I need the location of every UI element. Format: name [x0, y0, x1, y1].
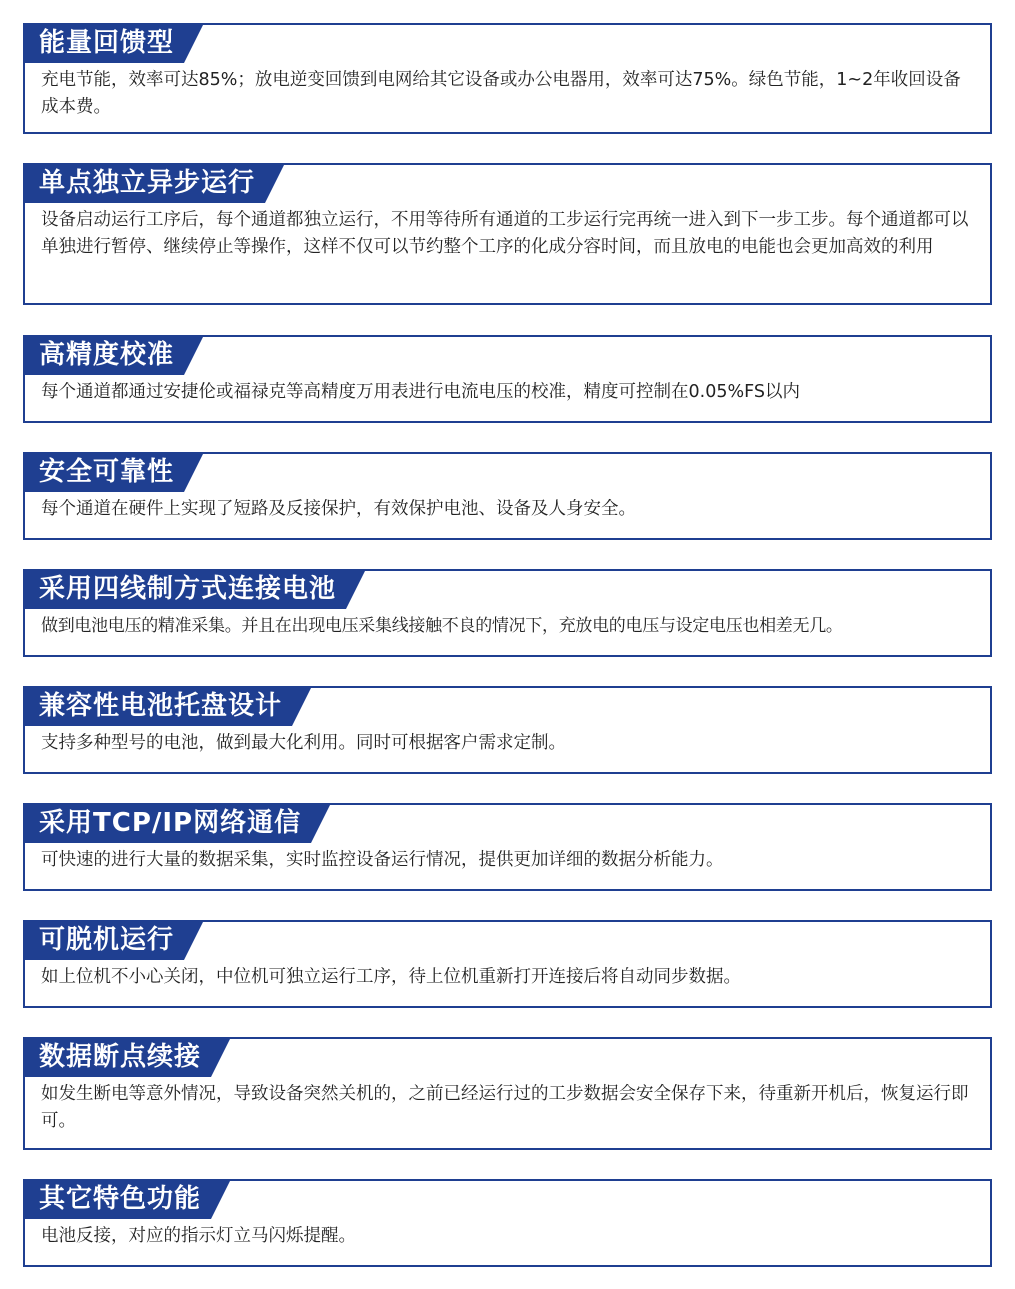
feature-card-resume: [23, 1037, 992, 1150]
feature-description: 做到电池电压的精准采集。并且在出现电压采集线接触不良的情况下，充放电的电压与设定电压也相差无几。: [41, 616, 843, 636]
feature-card-four-wire: [23, 569, 992, 657]
feature-card-other: [23, 1179, 992, 1267]
feature-title-tab: [23, 23, 204, 63]
feature-card-header: [25, 1181, 990, 1221]
feature-description: 可快速的进行大量的数据采集，实时监控设备运行情况，提供更加详细的数据分析能力。: [41, 850, 724, 870]
feature-card-async-channels: [23, 163, 992, 305]
feature-card-header: [25, 805, 990, 845]
feature-title: 采用四线制方式连接电池: [39, 574, 337, 604]
feature-title-tab: [23, 335, 204, 375]
feature-title: 高精度校准: [39, 340, 175, 370]
feature-card-tcpip: [23, 803, 992, 891]
feature-card-header: [25, 1039, 990, 1079]
feature-description: 如发生断电等意外情况，导致设备突然关机的，之前已经运行过的工步数据会安全保存下来，待重新开机后，恢复运行即可。: [41, 1084, 969, 1131]
feature-description: 充电节能，效率可达85%；放电逆变回馈到电网给其它设备或办公电器用，效率可达75%。绿色节能，1~2年收回设备成本费。: [41, 70, 961, 117]
feature-description: 支持多种型号的电池，做到最大化利用。同时可根据客户需求定制。: [41, 733, 566, 753]
feature-card-tray-design: [23, 686, 992, 774]
feature-title: 能量回馈型: [39, 28, 175, 58]
feature-card-calibration: [23, 335, 992, 423]
feature-title-tab: [23, 920, 204, 960]
feature-title-tab: [23, 163, 285, 203]
feature-title: 兼容性电池托盘设计: [39, 691, 283, 721]
feature-title-tab: [23, 1037, 231, 1077]
feature-title-tab: [23, 803, 331, 843]
feature-title: 采用TCP/IP网络通信: [39, 808, 302, 838]
feature-card-header: [25, 337, 990, 377]
feature-title: 数据断点续接: [39, 1042, 202, 1072]
feature-description: 每个通道都通过安捷伦或福禄克等高精度万用表进行电流电压的校准，精度可控制在0.05%FS以内: [41, 382, 800, 402]
feature-card-header: [25, 25, 990, 65]
feature-card-header: [25, 688, 990, 728]
feature-card-header: [25, 454, 990, 494]
feature-title: 可脱机运行: [39, 925, 175, 955]
feature-card-header: [25, 922, 990, 962]
feature-description: 设备启动运行工序后，每个通道都独立运行，不用等待所有通道的工步运行完再统一进入到下一步工步。每个通道都可以单独进行暂停、继续停止等操作，这样不仅可以节约整个工序的化成分容时间，而且放电的电能也会更加高效的利用: [41, 210, 969, 257]
feature-title-tab: [23, 686, 312, 726]
feature-title: 其它特色功能: [39, 1184, 202, 1214]
feature-description: 如上位机不小心关闭，中位机可独立运行工序，待上位机重新打开连接后将自动同步数据。: [41, 967, 741, 987]
feature-card-energy-feedback: [23, 23, 992, 134]
feature-title-tab: [23, 452, 204, 492]
feature-card-header: [25, 165, 990, 205]
feature-card-offline: [23, 920, 992, 1008]
feature-title: 安全可靠性: [39, 457, 175, 487]
feature-description: 电池反接，对应的指示灯立马闪烁提醒。: [41, 1226, 356, 1246]
feature-title-tab: [23, 569, 366, 609]
feature-card-header: [25, 571, 990, 611]
feature-description: 每个通道在硬件上实现了短路及反接保护，有效保护电池、设备及人身安全。: [41, 499, 636, 519]
feature-title-tab: [23, 1179, 231, 1219]
feature-card-safety: [23, 452, 992, 540]
feature-title: 单点独立异步运行: [39, 168, 256, 198]
